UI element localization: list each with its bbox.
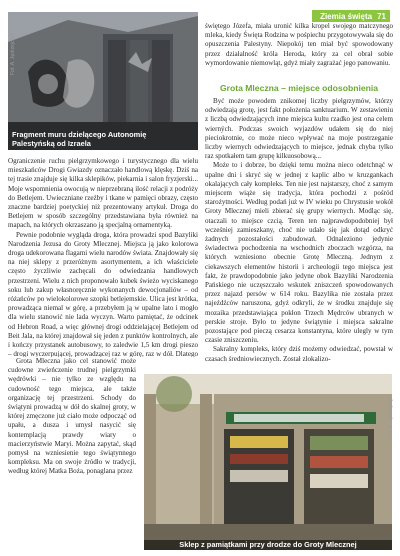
photo-wall xyxy=(8,12,198,150)
paragraph: Sakralny kompleks, który dziś możemy odwiedzać, powstał w czasach średniowiecznych. Został zlokalizo- xyxy=(205,345,393,363)
paragraph: Być może powodem znikomej liczby pielgrzymów, którzy odwiedzają grotę, jest fakt położenia sanktuarium. W zestawieniu z liczbą odwiedzających inne miejsca kultu rzadko jest ona celem wierných. Podczas swoich wyjazdów udałem się do niej pieciokrotnie, co może nieco wpływać na moje postrzeganie liczby wiernych odwiedzających to miejsce, jednak chyba tylko raz spotkałem tam grupę kilkuosobową... xyxy=(205,97,393,161)
paragraph: Pewnie podobnie wygląda droga, która prowadzi spod Bazyliki Narodzenia Jezusa do Groty Mlecznej. Miejsca ją jako kolorowa droga udekorowana flagami wielu narodów świata. Znajdowały się na niej sklepy z przeróżnym asortymentem, a ich właściciele często życzliwie zachęcali do odwiedzania handlowych przestrzeni. Wielu z nich proponowało kubek świeżo wyciskanego soku lub zakup własnoręcznie wykonanych dewocjonaliów – od różańców po wielokolorowe szopki betlejemskie. Ulica jest krótka, prowadząca niemal w górę, a przebyłem ją w upalne lato i mogło dla wielu stanowić nie lada wyczyn. Warto pamiętać, że odcinek od Hebron Road, a więc głównej drogi oddzielającej Betlejem od Beit Jala, na której znajdował się jeden z punktów kontrolnych, ale i kończy przystanek autobusowy, to zaledwie 1,5 km drogi pieszo – drogi wyczerpującej, prowadzącej raz w górę, raz w dół. Dlatego xyxy=(8,230,198,357)
section-heading: Grota Mleczna – miejsce odosobnienia xyxy=(219,83,379,93)
left-column-bottom xyxy=(8,357,136,549)
section-label: Ziemia święta xyxy=(320,11,373,21)
paragraph: Grota Mleczna jako cel stanowić może cudowne zwieńczenie trudnej pielgrzymki wędrówki – nie tylko ze względu na cudowność tego miejsca, ale także organizację tej przestrzeni. Schody do świątyni prowadzą w dół do skalnej groty, w której zmęczone już ciało może odpocząć od upału, a dusza i umysł nasycić się kontemplacją prawdy wiary o macierzyństwie Maryi. Można zapytać, skąd pomysł na wzniesienie tego świątynnego kompleksu. Ma on swoje źródło w tradycji, według której Matka Boża, ponaglana przez xyxy=(8,357,136,476)
section-badge xyxy=(312,10,390,22)
right-column-mid xyxy=(205,97,393,365)
photo-shop-credit: Fot. A. Jędrzejczyk xyxy=(388,396,394,438)
page-number: 71 xyxy=(377,11,386,21)
photo-wall-caption xyxy=(12,130,146,148)
shop-image xyxy=(144,374,392,550)
paragraph: świętego Józefa, miała uronić kilka kropel swojego matczynego mleka, kiedy Święta Rodzina w pośpiechu przygotowywała się do opuszczenia Palestyny. Niepokój ten miał być spowodowany przez działalność króla Heroda, który za cel obrał sobie wymordowanie niemowląt, gdyż miały zagrażać jego panowaniu. xyxy=(205,22,393,67)
caption-line-1: Fragment muru dzielącego Autonomię xyxy=(12,130,147,139)
photo-shop xyxy=(144,374,392,550)
right-column-top xyxy=(205,22,393,78)
paragraph: Może to i dobrze, bo dzięki temu można nieco odetchnąć w upalne dni i skryć się w jednej z kaplic albo w kruzgankach okalających cały kompleks. Ten nie jest najstarszy, choć z samym miejscem wiąże się tradycja, która pochodzi z pośród starożytności. Według podań już w IV wieku po Chrystusie wokół Groty Mlecznej mieli zbierać się grupy wiernych. Modląc się, otaczali to miejsce czcią. Teren ten najprawdopodobniej był wcześniej zamieszkany, choć nie udało się jak dotąd odkryć żadnych pozostałości zabudowań. Odnaleziono jedynie świadectwa pochodzenia na wschodnich zboczach wzgórza, na których wzniesiono obecnie Grotę Mleczną. Jednym z ciekawszych elementów historii i archeologii tego miejsca jest fakt, że prawdopodobnie jako jedyne obok Bazyliki Narodzenia Pańskiego nie uczęszczało wskutek zniszczeń spowodowanych przez najazd persów w 614 roku. Bazylika nie została przez najeźdźców naruszona, gdyż odkryli, że w środku znajduje się mozaika przedstawiająca pokłon Trzech Mędrców ubranych w perskie stroje. Było to jedyne świątynie i miejsca sakralne pozostające pod pieczą cesarza konstantyna, które ulegly w tym czasie zniszczeniu. xyxy=(205,161,393,345)
paragraph: Ograniczenie ruchu pielgrzymkowego i turystycznego dla wielu mieszkańców Drogi Gwiazdy oznaczało handlową klęskę. Dziś na tej trasie znajduje się kilka sklepików, piekarnia i salon fryzjerski... Moje wspomnienia owocują w nieprzebraną ilość relacji z podróży do Betlejem. Uwieczniane rzeźby i tkane w pamięci obrazy, często znaczne bardziej poetyckiej niż prezentowany artykuł. Droga do Betlejem w sposób szczególny przedstawiana była również na mapach, na których okrzaszano ją specjalną ornamentyką. xyxy=(8,157,198,230)
left-column-top xyxy=(8,157,198,357)
photo-shop-caption: Sklep z pamiątkami przy drodze do Groty Mlecznej xyxy=(144,540,392,550)
photo-wall-credit: Fot. A. Jędrzejczyk xyxy=(10,33,16,75)
caption-line-2: Palestyńską od Izraela xyxy=(12,139,91,148)
